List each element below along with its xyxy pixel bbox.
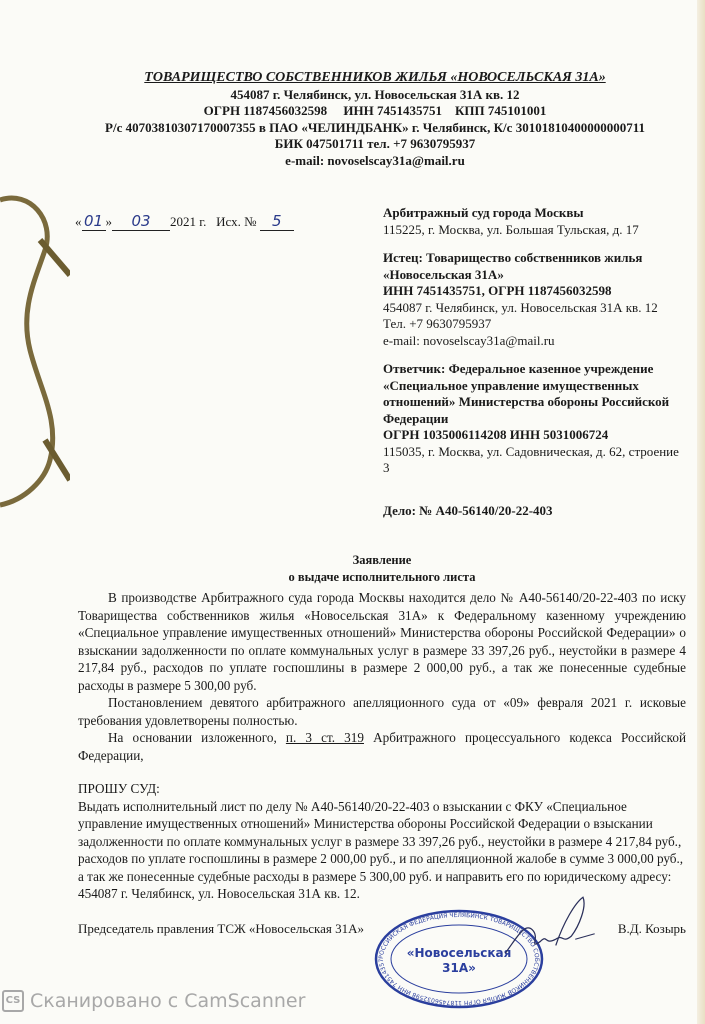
camscanner-logo-icon: CS: [2, 990, 24, 1012]
paragraph-3: [78, 729, 686, 764]
case-number: Дело: № А40-56140/20-22-403: [383, 502, 553, 518]
request-heading: ПРОШУ СУД:: [78, 781, 160, 796]
document-title: [78, 552, 686, 586]
date-year: 2021 г.: [170, 214, 207, 229]
signatory-position: Председатель правления ТСЖ «Новосельская 31А»: [78, 920, 365, 936]
title-line1: Заявление: [352, 553, 412, 567]
watermark-text: Сканировано с CamScanner: [30, 990, 306, 1012]
plaintiff-email: e-mail: novoselscay31a@mail.ru: [383, 332, 555, 348]
camscanner-watermark: [2, 990, 305, 1012]
plaintiff-ids: ИНН 7451435751, ОГРН 1187456032598: [383, 283, 612, 298]
ref-label: Исх. №: [216, 214, 257, 229]
court-name: Арбитражный суд города Москвы: [383, 205, 584, 220]
ref-number: 5: [260, 212, 294, 231]
request-text: Выдать исполнительный лист по делу № А40-56140/20-22-403 о взыскании с ФКУ «Специальное управление имущественных отношений» Министерства обороны Российской Федерации о взыскании задолженности по оплате коммунальных услуг в размере 33 397,26 руб., неустойки в размере 4 217,84 руб., расходов по уплате госпошлины в размере 2 000,00 руб., и по апелляционной жалобе в сумме 3 000,00 руб., а так же понесенные судебные расходы в размере 5 300,00 руб. и направить его по юридическому адресу: 454087 г. Челябинск, ул. Новосельская 31А кв. 12.: [78, 798, 684, 901]
date-month: 03: [112, 212, 170, 231]
court-address: 115225, г. Москва, ул. Большая Тульская, д. 17: [383, 221, 639, 237]
org-bank: Р/с 40703810307170007355 в ПАО «ЧЕЛИНДБАНК» г. Челябинск, К/с 30101810400000000711: [105, 119, 645, 135]
defendant-address: 115035, г. Москва, ул. Садовническая, д. 62, строение 3: [383, 443, 679, 475]
defendant-ids: ОГРН 1035006114208 ИНН 5031006724: [383, 427, 609, 442]
plaintiff-line2: «Новосельская 31А»: [383, 266, 504, 282]
org-bik-phone: БИК 047501711 тел. +7 9630795937: [274, 136, 476, 151]
defendant-name: Ответчик: Федеральное казенное учреждение «Специальное управление имущественных отношений» Министерства обороны Российской Федерации: [383, 361, 670, 426]
org-address: 454087 г. Челябинск, ул. Новосельская 31А кв. 12: [230, 86, 520, 102]
paragraph-1: В производстве Арбитражного суда города Москвы находится дело № А40-56140/20-22-403 по иску Товарищества собственников жилья «Новосельская 31А» к Федеральному казенному учреждению «Специальное управление имущественных отношений» Министерства обороны Российской Федерации» о взыскании задолженности по оплате коммунальных услуг в размере 33 397,26 руб., неустойки в размере 4 217,84 руб., расходов по уплате госпошлины в размере 2 000,00 руб., а так же понесенные судебные расходы в размере 5 300,00 руб.: [78, 590, 686, 693]
quote: «: [75, 214, 82, 229]
plaintiff-phone: Тел. +7 9630795937: [383, 316, 492, 331]
paragraph-2: Постановлением девятого арбитражного апелляционного суда от «09» февраля 2021 г. исковые требования удовлетворены полностью.: [78, 695, 686, 728]
document-body: [78, 589, 686, 764]
plaintiff-line1: Истец: Товарищество собственников жилья: [383, 250, 643, 265]
p3-prefix: На основании изложенного,: [108, 730, 286, 745]
handwritten-signature: [498, 891, 598, 961]
law-reference-link[interactable]: п. 3 ст. 319: [285, 730, 364, 745]
quote: »: [105, 214, 112, 229]
date-day: 01: [82, 212, 106, 231]
svg-text:РОССИЙСКАЯ ФЕДЕРАЦИЯ ЧЕЛЯБИНСК: РОССИЙСКАЯ ФЕДЕРАЦИЯ ЧЕЛЯБИНСК ТОВАРИЩЕСТВО СОБСТВЕННИКОВ ЖИЛЬЯ ОГРН 1187456032598 ИНН 74514357: [377, 911, 541, 1006]
binding-string: [0, 180, 70, 510]
svg-text:31А»: 31А»: [442, 960, 476, 975]
org-ids: ОГРН 1187456032598 ИНН 7451435751 КПП 745101001: [203, 103, 547, 118]
plaintiff-address: 454087 г. Челябинск, ул. Новосельская 31А кв. 12: [383, 299, 658, 315]
org-title: ТОВАРИЩЕСТВО СОБСТВЕННИКОВ ЖИЛЬЯ «НОВОСЕЛЬСКАЯ 31А»: [144, 70, 606, 85]
signatory-name: В.Д. Козырь: [617, 920, 686, 936]
title-line2: о выдаче исполнительного листа: [288, 570, 476, 584]
p3-suffix: Арбитражного процессуального кодекса Российской Федерации,: [78, 730, 686, 763]
org-email: e-mail: novoselscay31a@mail.ru: [285, 152, 465, 168]
letterhead: [50, 70, 700, 169]
request-block: [78, 780, 686, 903]
addressee-block: [383, 205, 688, 519]
date-line: [75, 212, 294, 231]
svg-text:«Новосельская: «Новосельская: [406, 945, 512, 960]
